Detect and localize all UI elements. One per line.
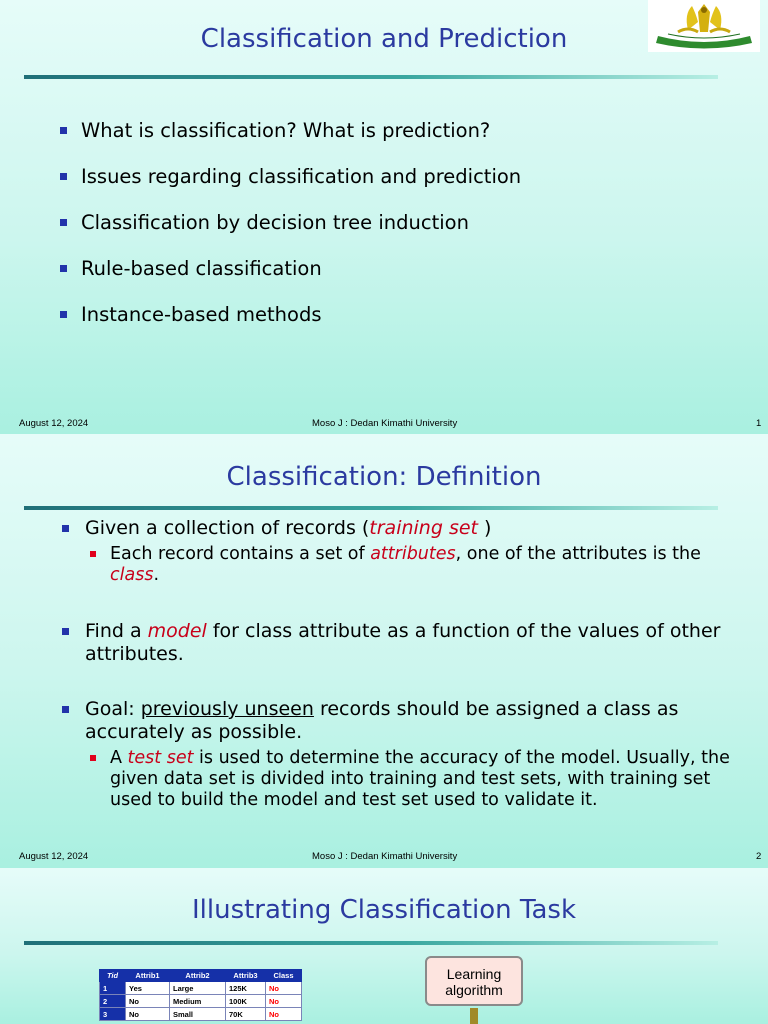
footer-author: Moso J : Dedan Kimathi University: [312, 851, 458, 862]
bullet-list: [60, 118, 521, 348]
bullet-square-icon: [60, 173, 67, 180]
table-row: [100, 982, 302, 995]
list-item: Issues regarding classification and prediction: [60, 164, 521, 210]
table-cell: No: [266, 1008, 302, 1021]
table-header-cell: Attrib2: [170, 970, 226, 982]
table-header-cell: Tid: [100, 970, 126, 982]
university-logo-icon: [648, 0, 760, 52]
bullet-square-icon: [62, 525, 69, 532]
table-cell: Small: [170, 1008, 226, 1021]
arrow-connector: [470, 1008, 478, 1024]
learning-algorithm-box: Learning algorithm: [425, 956, 523, 1006]
bullet-training-set: Given a collection of records (training set ): [62, 517, 752, 540]
table-row: [100, 995, 302, 1008]
footer-page-number: 1: [756, 418, 762, 429]
table-cell: No: [126, 1008, 170, 1021]
bullet-square-icon: [90, 551, 96, 557]
title-divider: [24, 941, 718, 945]
table-cell: Yes: [126, 982, 170, 995]
bullet-square-icon: [90, 755, 96, 761]
list-item: Classification by decision tree induction: [60, 210, 521, 256]
bullet-model: Find a model for class attribute as a function of the values of other attributes.: [62, 620, 752, 666]
table-row: [100, 1008, 302, 1021]
slide-3: [0, 868, 768, 1024]
footer-date: August 12, 2024: [19, 418, 89, 429]
title-divider: [24, 506, 718, 510]
bullet-goal: Goal: previously unseen records should be assigned a class as accurately as possible.: [62, 698, 752, 744]
table-cell: 3: [100, 1008, 126, 1021]
training-data-table: [99, 969, 302, 1021]
table-cell: 100K: [226, 995, 266, 1008]
bullet-square-icon: [60, 127, 67, 134]
list-item: What is classification? What is prediction?: [60, 118, 521, 164]
slide-2: [0, 434, 768, 868]
slide-title: Illustrating Classification Task: [191, 895, 577, 925]
table-cell: 70K: [226, 1008, 266, 1021]
bullet-square-icon: [62, 706, 69, 713]
table-cell: No: [126, 995, 170, 1008]
table-cell: No: [266, 995, 302, 1008]
slide-1: [0, 0, 768, 434]
slide-title: Classification: Definition: [226, 462, 542, 492]
bullet-square-icon: [60, 311, 67, 318]
bullet-square-icon: [60, 219, 67, 226]
subbullet-attributes: Each record contains a set of attributes, one of the attributes is the class.: [90, 544, 730, 586]
table-header-cell: Attrib3: [226, 970, 266, 982]
table-header-cell: Class: [266, 970, 302, 982]
list-item: Instance-based methods: [60, 302, 521, 348]
title-divider: [24, 75, 718, 79]
footer-date: August 12, 2024: [19, 851, 89, 862]
footer-author: Moso J : Dedan Kimathi University: [312, 418, 458, 429]
table-cell: 2: [100, 995, 126, 1008]
bullet-square-icon: [62, 628, 69, 635]
table-header-cell: Attrib1: [126, 970, 170, 982]
subbullet-test-set: A test set is used to determine the accuracy of the model. Usually, the given data set is divided into training and test sets, with training set used to build the model and test set used to validate it.: [90, 748, 730, 811]
table-cell: Large: [170, 982, 226, 995]
footer-page-number: 2: [756, 851, 762, 862]
table-cell: 1: [100, 982, 126, 995]
table-header-row: [100, 970, 302, 982]
list-item: Rule-based classification: [60, 256, 521, 302]
slide-title: Classification and Prediction: [200, 24, 568, 54]
table-cell: No: [266, 982, 302, 995]
table-cell: 125K: [226, 982, 266, 995]
table-cell: Medium: [170, 995, 226, 1008]
bullet-square-icon: [60, 265, 67, 272]
